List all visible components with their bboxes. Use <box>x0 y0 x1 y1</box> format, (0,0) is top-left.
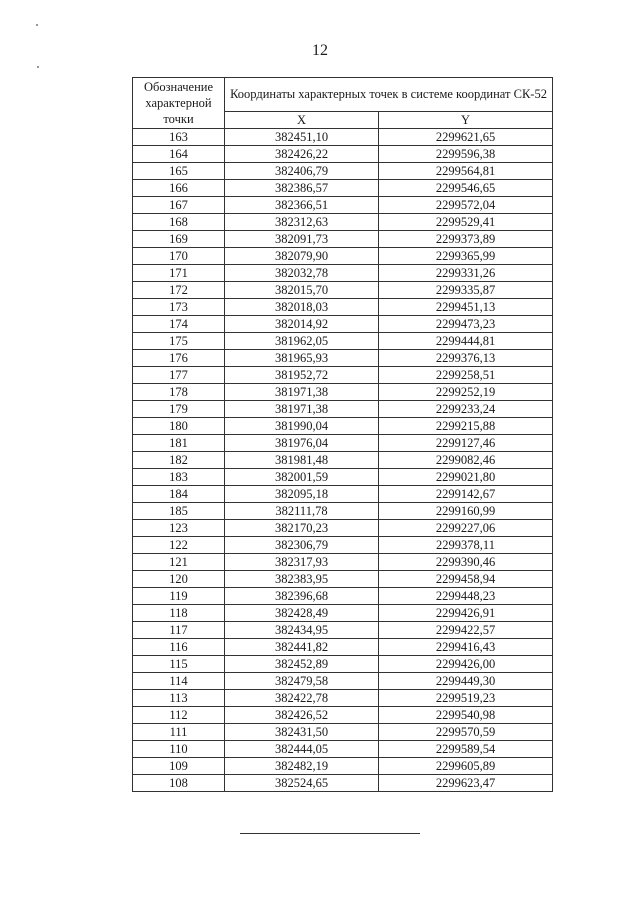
table-row <box>133 180 553 197</box>
cell-x: 382014,92 <box>225 316 379 333</box>
table-row <box>133 265 553 282</box>
cell-x: 382482,19 <box>225 758 379 775</box>
cell-y: 2299605,89 <box>379 758 553 775</box>
cell-y: 2299589,54 <box>379 741 553 758</box>
table-row <box>133 163 553 180</box>
table-row <box>133 673 553 690</box>
table-row <box>133 469 553 486</box>
table-row <box>133 299 553 316</box>
cell-point: 117 <box>133 622 225 639</box>
header-coordinate-system: Координаты характерных точек в системе координат СК-52 <box>225 78 553 112</box>
table-row <box>133 758 553 775</box>
cell-point: 118 <box>133 605 225 622</box>
cell-point: 185 <box>133 503 225 520</box>
cell-point: 122 <box>133 537 225 554</box>
cell-y: 2299546,65 <box>379 180 553 197</box>
cell-x: 382441,82 <box>225 639 379 656</box>
cell-point: 123 <box>133 520 225 537</box>
cell-y: 2299258,51 <box>379 367 553 384</box>
cell-x: 382396,68 <box>225 588 379 605</box>
table-row <box>133 520 553 537</box>
cell-point: 110 <box>133 741 225 758</box>
cell-y: 2299449,30 <box>379 673 553 690</box>
cell-point: 169 <box>133 231 225 248</box>
cell-point: 116 <box>133 639 225 656</box>
table-row <box>133 741 553 758</box>
coordinates-table <box>132 77 553 792</box>
cell-x: 382452,89 <box>225 656 379 673</box>
table-row <box>133 690 553 707</box>
cell-point: 108 <box>133 775 225 792</box>
cell-y: 2299331,26 <box>379 265 553 282</box>
cell-point: 174 <box>133 316 225 333</box>
cell-x: 382431,50 <box>225 724 379 741</box>
table-row <box>133 418 553 435</box>
cell-x: 382426,52 <box>225 707 379 724</box>
cell-y: 2299451,13 <box>379 299 553 316</box>
table-row <box>133 622 553 639</box>
cell-x: 381971,38 <box>225 384 379 401</box>
cell-point: 181 <box>133 435 225 452</box>
table-row <box>133 146 553 163</box>
table-row <box>133 401 553 418</box>
cell-y: 2299373,89 <box>379 231 553 248</box>
cell-y: 2299233,24 <box>379 401 553 418</box>
cell-y: 2299426,91 <box>379 605 553 622</box>
cell-x: 382366,51 <box>225 197 379 214</box>
table-row <box>133 724 553 741</box>
cell-x: 382479,58 <box>225 673 379 690</box>
cell-y: 2299473,23 <box>379 316 553 333</box>
table-row <box>133 384 553 401</box>
header-x: X <box>225 111 379 128</box>
cell-y: 2299519,23 <box>379 690 553 707</box>
table-row <box>133 486 553 503</box>
table-row <box>133 214 553 231</box>
table-row <box>133 129 553 146</box>
cell-x: 382383,95 <box>225 571 379 588</box>
table-row <box>133 333 553 350</box>
scan-speck <box>36 24 38 26</box>
table-row <box>133 554 553 571</box>
cell-x: 382111,78 <box>225 503 379 520</box>
cell-y: 2299376,13 <box>379 350 553 367</box>
cell-x: 382426,22 <box>225 146 379 163</box>
table-row <box>133 350 553 367</box>
table-row <box>133 197 553 214</box>
cell-y: 2299252,19 <box>379 384 553 401</box>
cell-x: 382406,79 <box>225 163 379 180</box>
cell-y: 2299623,47 <box>379 775 553 792</box>
table-row <box>133 435 553 452</box>
table-row <box>133 231 553 248</box>
table-row <box>133 367 553 384</box>
cell-y: 2299564,81 <box>379 163 553 180</box>
cell-point: 164 <box>133 146 225 163</box>
cell-y: 2299416,43 <box>379 639 553 656</box>
cell-point: 173 <box>133 299 225 316</box>
cell-x: 382095,18 <box>225 486 379 503</box>
cell-point: 165 <box>133 163 225 180</box>
cell-point: 119 <box>133 588 225 605</box>
cell-x: 382524,65 <box>225 775 379 792</box>
cell-y: 2299426,00 <box>379 656 553 673</box>
table-row <box>133 639 553 656</box>
cell-point: 113 <box>133 690 225 707</box>
cell-point: 167 <box>133 197 225 214</box>
table-row <box>133 316 553 333</box>
cell-point: 109 <box>133 758 225 775</box>
cell-y: 2299082,46 <box>379 452 553 469</box>
cell-point: 179 <box>133 401 225 418</box>
cell-x: 382015,70 <box>225 282 379 299</box>
cell-point: 170 <box>133 248 225 265</box>
cell-y: 2299570,59 <box>379 724 553 741</box>
cell-y: 2299335,87 <box>379 282 553 299</box>
table-row <box>133 775 553 792</box>
page-number: 12 <box>312 42 328 59</box>
table-row <box>133 571 553 588</box>
cell-point: 175 <box>133 333 225 350</box>
cell-x: 382032,78 <box>225 265 379 282</box>
cell-y: 2299458,94 <box>379 571 553 588</box>
cell-x: 382451,10 <box>225 129 379 146</box>
cell-point: 172 <box>133 282 225 299</box>
cell-y: 2299448,23 <box>379 588 553 605</box>
cell-y: 2299540,98 <box>379 707 553 724</box>
cell-x: 382079,90 <box>225 248 379 265</box>
cell-y: 2299021,80 <box>379 469 553 486</box>
table-row <box>133 248 553 265</box>
cell-point: 176 <box>133 350 225 367</box>
cell-x: 381976,04 <box>225 435 379 452</box>
cell-point: 115 <box>133 656 225 673</box>
table-row <box>133 656 553 673</box>
cell-y: 2299529,41 <box>379 214 553 231</box>
cell-x: 381965,93 <box>225 350 379 367</box>
cell-x: 382317,93 <box>225 554 379 571</box>
cell-point: 112 <box>133 707 225 724</box>
cell-y: 2299596,38 <box>379 146 553 163</box>
cell-x: 381990,04 <box>225 418 379 435</box>
cell-x: 382001,59 <box>225 469 379 486</box>
cell-y: 2299160,99 <box>379 503 553 520</box>
cell-x: 381952,72 <box>225 367 379 384</box>
cell-point: 183 <box>133 469 225 486</box>
cell-x: 382422,78 <box>225 690 379 707</box>
cell-x: 382091,73 <box>225 231 379 248</box>
table-row <box>133 282 553 299</box>
cell-x: 382170,23 <box>225 520 379 537</box>
cell-y: 2299422,57 <box>379 622 553 639</box>
table-row <box>133 503 553 520</box>
cell-point: 163 <box>133 129 225 146</box>
cell-y: 2299572,04 <box>379 197 553 214</box>
cell-point: 177 <box>133 367 225 384</box>
cell-point: 178 <box>133 384 225 401</box>
cell-x: 382018,03 <box>225 299 379 316</box>
cell-x: 381962,05 <box>225 333 379 350</box>
cell-point: 114 <box>133 673 225 690</box>
cell-x: 382312,63 <box>225 214 379 231</box>
table-row <box>133 537 553 554</box>
cell-y: 2299127,46 <box>379 435 553 452</box>
cell-x: 382386,57 <box>225 180 379 197</box>
cell-x: 382434,95 <box>225 622 379 639</box>
signature-line <box>240 833 420 834</box>
cell-point: 111 <box>133 724 225 741</box>
cell-y: 2299142,67 <box>379 486 553 503</box>
cell-point: 180 <box>133 418 225 435</box>
cell-point: 121 <box>133 554 225 571</box>
cell-point: 171 <box>133 265 225 282</box>
table-row <box>133 588 553 605</box>
scan-speck <box>37 66 39 68</box>
cell-y: 2299227,06 <box>379 520 553 537</box>
cell-point: 120 <box>133 571 225 588</box>
cell-point: 166 <box>133 180 225 197</box>
cell-y: 2299444,81 <box>379 333 553 350</box>
cell-y: 2299378,11 <box>379 537 553 554</box>
table-row <box>133 605 553 622</box>
cell-x: 381971,38 <box>225 401 379 418</box>
cell-y: 2299621,65 <box>379 129 553 146</box>
table-row <box>133 452 553 469</box>
header-y: Y <box>379 111 553 128</box>
cell-y: 2299215,88 <box>379 418 553 435</box>
cell-point: 182 <box>133 452 225 469</box>
table-row <box>133 707 553 724</box>
cell-y: 2299390,46 <box>379 554 553 571</box>
cell-x: 382428,49 <box>225 605 379 622</box>
cell-x: 382444,05 <box>225 741 379 758</box>
cell-y: 2299365,99 <box>379 248 553 265</box>
header-point-designation: Обозначение характерной точки <box>133 78 225 129</box>
cell-point: 184 <box>133 486 225 503</box>
cell-x: 382306,79 <box>225 537 379 554</box>
cell-point: 168 <box>133 214 225 231</box>
cell-x: 381981,48 <box>225 452 379 469</box>
